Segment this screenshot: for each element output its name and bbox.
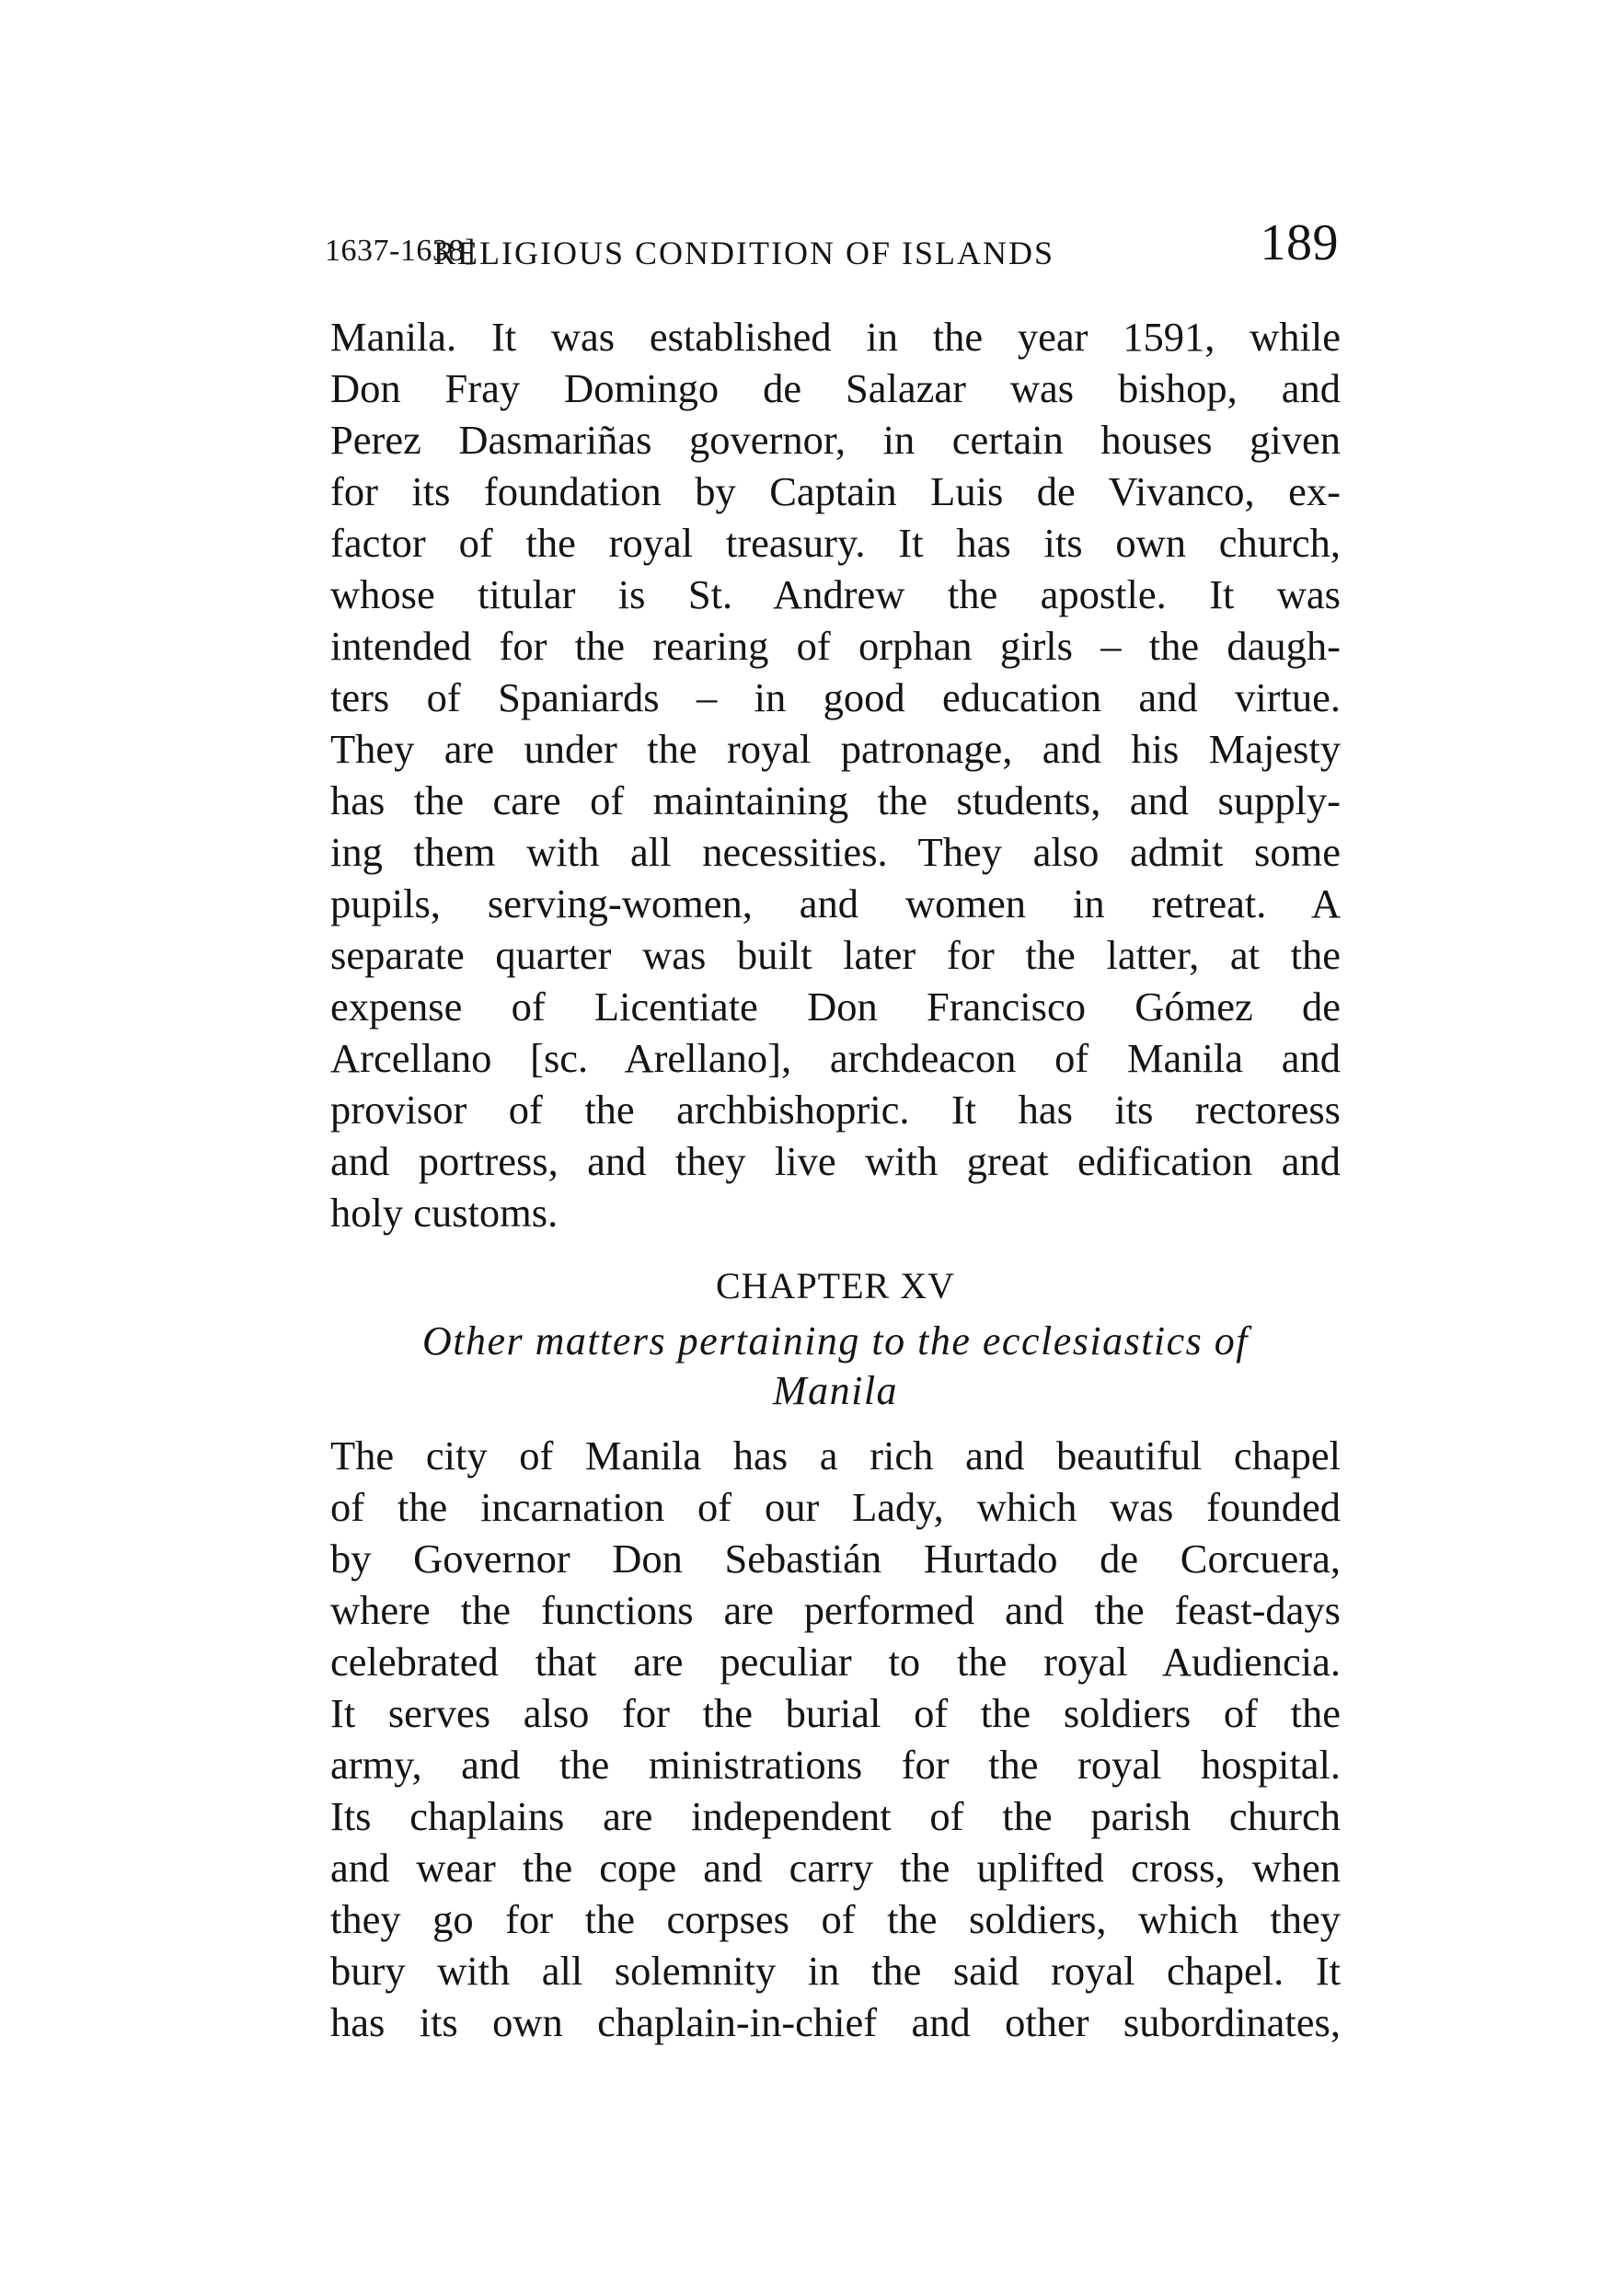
text-line: has its own chaplain-in-chief and other subordinates, (330, 1999, 1341, 2045)
text-line: ters of Spaniards – in good education and virtue. (330, 674, 1341, 720)
text-line: they go for the corpses of the soldiers, which they (330, 1896, 1341, 1942)
text-line: It serves also for the burial of the soldiers of the (330, 1690, 1341, 1736)
text-line: Arcellano [sc. Arellano], archdeacon of Manila and (330, 1035, 1341, 1081)
text-line: army, and the ministrations for the royal hospital. (330, 1742, 1341, 1788)
text-line: by Governor Don Sebastián Hurtado de Corcuera, (330, 1536, 1341, 1582)
text-line: holy customs. (330, 1190, 559, 1236)
text-line: Perez Dasmariñas governor, in certain houses given (330, 417, 1341, 463)
text-line: whose titular is St. Andrew the apostle. It was (330, 571, 1341, 617)
chapter-heading: CHAPTER XV (715, 1265, 956, 1306)
text-line: pupils, serving-women, and women in retreat. A (330, 880, 1341, 926)
text-line: Its chaplains are independent of the parish church (330, 1793, 1341, 1839)
text-line: The city of Manila has a rich and beautiful chapel (330, 1432, 1341, 1478)
text-line: expense of Licentiate Don Francisco Gómez de (330, 984, 1341, 1030)
text-line: factor of the royal treasury. It has its own church, (330, 520, 1341, 566)
text-line: separate quarter was built later for the latter, at the (330, 932, 1341, 978)
text-line: intended for the rearing of orphan girls – the daugh- (330, 623, 1341, 669)
text-line: and wear the cope and carry the uplifted cross, when (330, 1845, 1341, 1891)
text-line: ing them with all necessities. They also admit some (330, 829, 1341, 875)
text-line: has the care of maintaining the students, and supply- (330, 777, 1341, 823)
chapter-subtitle-line-1: Other matters pertaining to the ecclesiastics of (421, 1318, 1250, 1363)
text-line: for its foundation by Captain Luis de Vivanco, ex- (330, 468, 1341, 514)
text-line: celebrated that are peculiar to the royal Audiencia. (330, 1639, 1341, 1685)
running-head-title: RELIGIOUS CONDITION OF ISLANDS (433, 235, 1054, 271)
running-head-years: 1637-1638] (325, 234, 476, 268)
text-line: Manila. It was established in the year 1591, while (330, 314, 1341, 360)
text-line: of the incarnation of our Lady, which was founded (330, 1484, 1341, 1530)
text-line: bury with all solemnity in the said royal chapel. It (330, 1948, 1341, 1994)
text-line: and portress, and they live with great edification and (330, 1138, 1341, 1184)
text-line: They are under the royal patronage, and his Majesty (330, 726, 1341, 772)
text-line: Don Fray Domingo de Salazar was bishop, and (330, 365, 1341, 411)
chapter-subtitle-line-2: Manila (772, 1368, 899, 1413)
text-line: where the functions are performed and the feast-days (330, 1587, 1341, 1633)
running-head (325, 213, 1339, 278)
text-line: provisor of the archbishopric. It has its rectoress (330, 1087, 1341, 1133)
page-number: 189 (1260, 214, 1339, 271)
